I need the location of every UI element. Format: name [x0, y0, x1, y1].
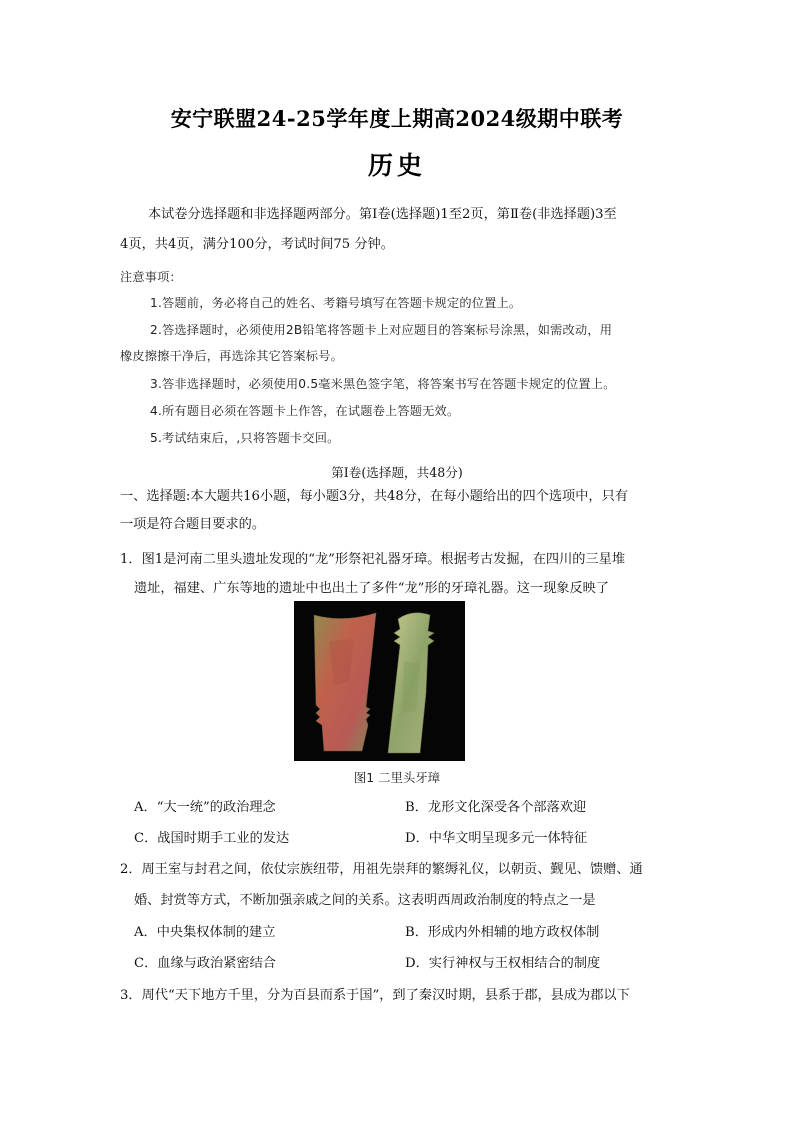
section-heading: 第Ⅰ卷(选择题，共48分) [331, 465, 463, 480]
notes-heading: 注意事项： [120, 270, 182, 284]
note-item-4: 4.所有题目必须在答题卡上作答，在试题卷上答题无效。 [150, 404, 460, 418]
question-2-option-c: C．血缘与政治紧密结合 [134, 956, 276, 971]
question-1-stem: 1．图1是河南二里头遗址发现的“龙”形祭祀礼器牙璋。根据考古发掘，在四川的三星堆 [120, 552, 626, 567]
note-item-5: 5.考试结束后，,只将答题卡交回。 [150, 431, 340, 445]
jade-artifact-image [294, 601, 465, 761]
question-1-option-d: D．中华文明呈现多元一体特征 [405, 831, 588, 846]
figure-1-yazhang-photo [294, 601, 465, 761]
question-2-stem: 2．周王室与封君之间，依仗宗族纽带，用祖先崇拜的繁缛礼仪，以朝贡、觐见、馈赠、通 [120, 862, 643, 877]
intro-line-2: 4页，共4页，满分100分，考试时间75 分钟。 [120, 237, 394, 252]
note-item-3: 3.答非选择题时，必须使用0.5毫米黑色签字笔，将答案书写在答题卡规定的位置上。 [150, 377, 616, 391]
question-2-stem-cont: 婚、封赏等方式，不断加强亲戚之间的关系。这表明西周政治制度的特点之一是 [134, 893, 596, 908]
exam-title: 安宁联盟24-25学年度上期高2024级期中联考 [170, 106, 624, 131]
figure-1-caption: 图1 二里头牙璋 [353, 770, 441, 785]
intro-line-1: 本试卷分选择题和非选择题两部分。第Ⅰ卷(选择题)1至2页，第Ⅱ卷(非选择题)3至 [148, 207, 617, 222]
question-1-option-c: C．战国时期手工业的发达 [134, 831, 290, 846]
note-item-2-cont: 橡皮擦擦干净后，再选涂其它答案标号。 [120, 349, 343, 363]
question-2-option-a: A．中央集权体制的建立 [134, 925, 276, 940]
subject-title: 历史 [367, 151, 426, 180]
question-2-option-b: B．形成内外相辅的地方政权体制 [405, 925, 600, 940]
section-instruction-2: 一项是符合题目要求的。 [120, 517, 266, 532]
section-instruction-1: 一、选择题:本大题共16小题，每小题3分，共48分，在每小题给出的四个选项中，只有 [120, 489, 628, 504]
question-1-stem-cont: 遗址，福建、广东等地的遗址中也出土了多件“龙”形的牙璋礼器。这一现象反映了 [134, 581, 610, 596]
note-item-1: 1.答题前，务必将自己的姓名、考籍号填写在答题卡规定的位置上。 [150, 296, 522, 310]
note-item-2: 2.答选择题时，必须使用2B铅笔将答题卡上对应题目的答案标号涂黑，如需改动，用 [150, 323, 613, 337]
question-1-option-b: B．龙形文化深受各个部落欢迎 [405, 800, 587, 815]
question-3-stem: 3．周代“天下地方千里，分为百县而系于国”，到了秦汉时期，县系于郡，县成为郡以下 [120, 988, 630, 1003]
question-2-option-d: D．实行神权与王权相结合的制度 [405, 956, 601, 971]
question-1-option-a: A．“大一统”的政治理念 [134, 800, 276, 815]
